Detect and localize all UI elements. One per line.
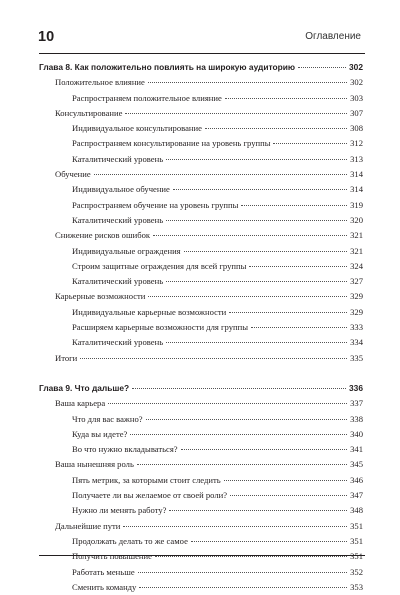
toc-subsection-page-number: 324 [350,260,363,271]
dot-leader [273,143,347,144]
toc-subsection [39,412,363,427]
dot-leader [169,510,347,511]
toc-section-title: Ваша карьера [55,398,106,409]
toc-section-page-number: 307 [350,107,363,118]
dot-leader [123,526,347,527]
toc-subsection-title: Каталитический уровень [72,153,164,164]
toc-subsection-page-number: 321 [350,245,363,256]
dot-leader [241,205,347,206]
toc-subsection [39,274,363,289]
toc-subsection-title: Индивидуальные ограждения [72,245,181,256]
toc-subsection-title: Нужно ли менять работу? [72,505,167,516]
toc-subsection [39,549,363,564]
toc-subsection-title: Работать меньше [72,566,135,577]
toc-section-page-number: 337 [350,398,363,409]
toc-subsection-page-number: 308 [350,123,363,134]
dot-leader [132,388,346,389]
toc-subsection-page-number: 338 [350,413,363,424]
toc-subsection-title: Распространяем обучение на уровень группы [72,199,239,210]
toc-subsection-page-number: 319 [350,199,363,210]
toc-section [39,75,363,90]
toc-section-title: Обучение [55,169,91,180]
toc-chapter-page-number: 336 [349,382,363,393]
header-rule [39,53,365,54]
toc-subsection-title: Каталитический уровень [72,337,164,348]
toc-subsection [39,305,363,320]
toc-subsection [39,198,363,213]
toc-subsection [39,565,363,580]
dot-leader [173,189,347,190]
toc-section-title: Дальнейшие пути [55,520,121,531]
running-head: Оглавление [305,31,361,42]
toc-subsection-title: Индивидуальные карьерные возможности [72,306,227,317]
toc-subsection-page-number: 314 [350,184,363,195]
page-number: 10 [38,29,55,45]
toc-section-page-number: 302 [350,77,363,88]
dot-leader [148,296,347,297]
toc-subsection [39,136,363,151]
toc-subsection-page-number: 334 [350,337,363,348]
dot-leader [139,587,347,588]
toc-section [39,351,363,366]
dot-leader [249,266,347,267]
dot-leader [181,449,347,450]
table-of-contents [39,60,363,595]
toc-subsection-page-number: 303 [350,92,363,103]
dot-leader [94,174,347,175]
toc-subsection-page-number: 320 [350,214,363,225]
toc-section-title: Итоги [55,352,78,363]
dot-leader [251,327,347,328]
toc-subsection-page-number: 327 [350,276,363,287]
toc-subsection [39,121,363,136]
dot-leader [130,434,347,435]
toc-subsection-title: Куда вы идете? [72,428,128,439]
toc-section-title: Ваша нынешняя роль [55,459,134,470]
toc-subsection-title: Расширяем карьерные возможности для группы [72,322,248,333]
toc-subsection [39,213,363,228]
dot-leader [205,128,347,129]
toc-subsection-page-number: 348 [350,505,363,516]
toc-subsection [39,473,363,488]
dot-leader [230,495,347,496]
toc-subsection [39,534,363,549]
toc-chapter [39,60,363,75]
dot-leader [108,403,347,404]
toc-section [39,289,363,304]
toc-section-title: Карьерные возможности [55,291,146,302]
dot-leader [148,82,347,83]
toc-section-page-number: 329 [350,291,363,302]
toc-subsection-title: Индивидуальное консультирование [72,123,202,134]
dot-leader [166,281,347,282]
toc-section-page-number: 335 [350,352,363,363]
dot-leader [229,312,347,313]
toc-subsection [39,244,363,259]
toc-subsection-page-number: 353 [350,581,363,592]
toc-section [39,396,363,411]
dot-leader [138,572,347,573]
toc-subsection [39,442,363,457]
toc-section-title: Положительное влияние [55,77,145,88]
toc-subsection [39,503,363,518]
dot-leader [80,358,347,359]
dot-leader [298,67,346,68]
toc-subsection [39,259,363,274]
toc-subsection-page-number: 351 [350,535,363,546]
dot-leader [191,541,347,542]
toc-subsection-title: Пять метрик, за которыми стоит следить [72,474,221,485]
dot-leader [153,235,347,236]
toc-subsection-title: Индивидуальное обучение [72,184,170,195]
dot-leader [137,464,347,465]
toc-subsection-page-number: 341 [350,444,363,455]
toc-subsection-page-number: 333 [350,322,363,333]
toc-subsection [39,182,363,197]
toc-section-page-number: 351 [350,520,363,531]
dot-leader [166,159,347,160]
toc-subsection-page-number: 313 [350,153,363,164]
toc-subsection [39,488,363,503]
toc-subsection-title: Что для вас важно? [72,413,143,424]
toc-subsection-title: Продолжать делать то же самое [72,535,188,546]
toc-section [39,106,363,121]
dot-leader [125,113,347,114]
toc-subsection-page-number: 352 [350,566,363,577]
toc-chapter-page-number: 302 [349,62,363,72]
toc-section-page-number: 321 [350,230,363,241]
dot-leader [155,556,347,557]
dot-leader [224,480,347,481]
toc-subsection-title: Каталитический уровень [72,214,164,225]
toc-subsection [39,427,363,442]
toc-section-title: Консультирование [55,107,123,118]
toc-section [39,457,363,472]
toc-subsection [39,320,363,335]
toc-subsection [39,91,363,106]
chapter-gap [39,366,363,381]
toc-subsection-page-number: 346 [350,474,363,485]
toc-subsection [39,335,363,350]
toc-subsection-title: Строим защитные ограждения для всей группы [72,260,247,271]
toc-subsection [39,580,363,595]
toc-subsection-title: Каталитический уровень [72,276,164,287]
toc-section-title: Снижение рисков ошибок [55,230,151,241]
dot-leader [166,220,347,221]
dot-leader [166,342,347,343]
toc-subsection-title: Сменить команду [72,581,137,592]
toc-subsection [39,152,363,167]
toc-subsection-page-number: 351 [350,551,363,562]
toc-section [39,228,363,243]
dot-leader [225,98,347,99]
toc-subsection-page-number: 340 [350,428,363,439]
toc-subsection-title: Получить повышение [72,551,152,562]
toc-section-page-number: 345 [350,459,363,470]
toc-section-page-number: 314 [350,169,363,180]
toc-subsection-page-number: 312 [350,138,363,149]
toc-chapter-title: Глава 9. Что дальше? [39,382,130,393]
toc-subsection-title: Распространяем положительное влияние [72,92,222,103]
toc-subsection-page-number: 329 [350,306,363,317]
dot-leader [146,419,348,420]
toc-chapter-title: Глава 8. Как положительно повлиять на широкую аудиторию [39,62,295,72]
toc-section [39,167,363,182]
toc-subsection-title: Получаете ли вы желаемое от своей роли? [72,490,228,501]
toc-subsection-title: Во что нужно вкладываться? [72,444,178,455]
toc-subsection-title: Распространяем консультирование на уровень группы [72,138,271,149]
toc-section [39,519,363,534]
toc-subsection-page-number: 347 [350,490,363,501]
dot-leader [184,251,347,252]
toc-chapter [39,381,363,396]
